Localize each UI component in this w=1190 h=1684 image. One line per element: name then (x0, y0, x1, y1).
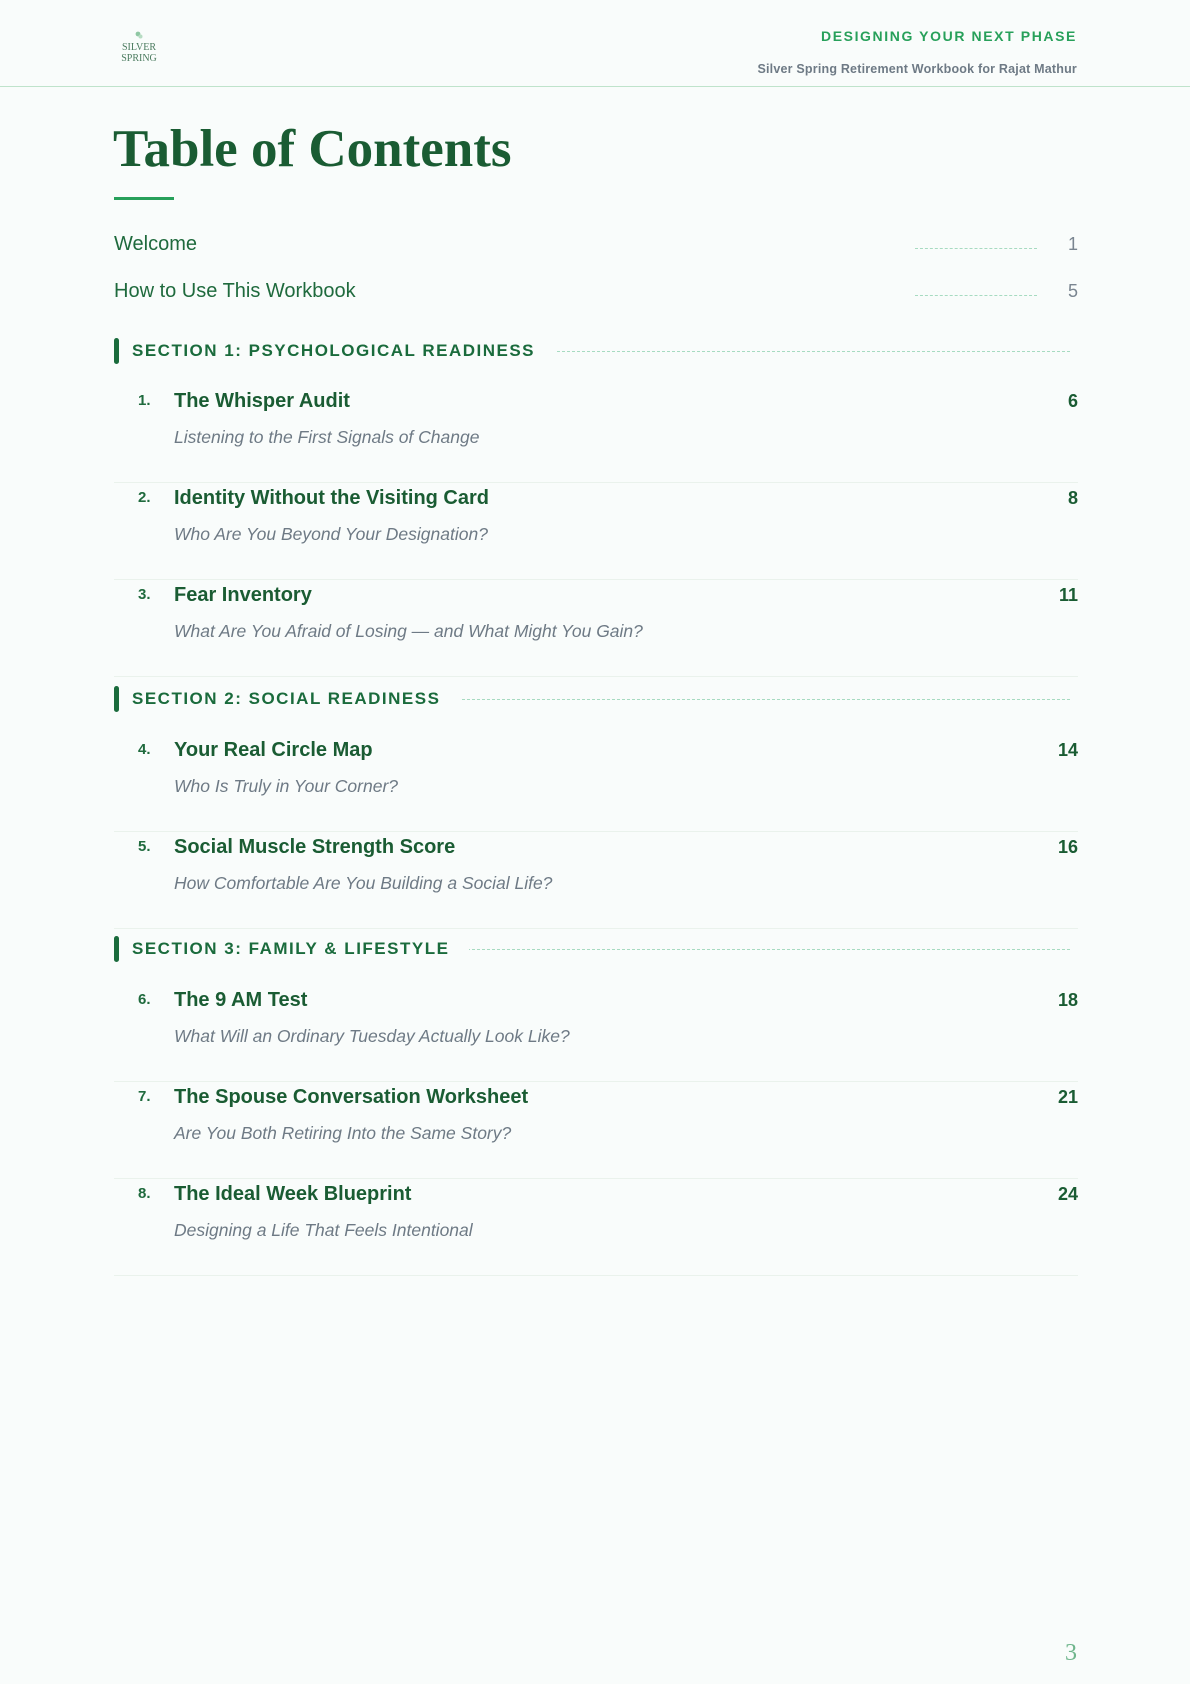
entry-title: The Ideal Week Blueprint (174, 1183, 412, 1205)
entry-number: 4. (138, 741, 151, 758)
entry-page: 6 (1067, 391, 1078, 411)
entry-title: Your Real Circle Map (174, 739, 373, 761)
entry-title: Identity Without the Visiting Card (174, 487, 489, 509)
title-underline (114, 197, 174, 200)
toc-entry-1[interactable] (114, 385, 1078, 483)
section-header-2 (114, 685, 1070, 713)
entry-page: 14 (1057, 740, 1078, 760)
entry-page: 18 (1057, 990, 1078, 1010)
entry-page: 24 (1057, 1184, 1078, 1204)
entry-subtitle: Who Are You Beyond Your Designation? (174, 524, 488, 544)
silver-spring-logo (118, 31, 160, 67)
page-title: Table of Contents (113, 120, 512, 178)
toc-entry-7[interactable] (114, 1081, 1078, 1179)
header-kicker: DESIGNING YOUR NEXT PHASE (820, 28, 1077, 44)
entry-subtitle: Who Is Truly in Your Corner? (174, 776, 399, 796)
entry-subtitle: How Comfortable Are You Building a Social Life? (174, 873, 553, 893)
toc-entry-4[interactable] (114, 734, 1078, 832)
entry-title: Fear Inventory (174, 584, 312, 606)
toc-entry-6[interactable] (114, 984, 1078, 1082)
header-subtitle: Silver Spring Retirement Workbook for Rajat Mathur (757, 62, 1077, 76)
entry-title: The 9 AM Test (174, 989, 308, 1011)
dot-leader (915, 295, 1037, 296)
entry-subtitle: What Will an Ordinary Tuesday Actually Look Like? (174, 1026, 570, 1046)
toc-entry-how-to-use[interactable] (114, 280, 1078, 310)
page-number: 3 (1065, 1640, 1077, 1666)
section-header-1 (114, 337, 1070, 365)
entry-subtitle: Are You Both Retiring Into the Same Story? (174, 1123, 512, 1143)
section-label: SECTION 3: FAMILY & LIFESTYLE (132, 939, 469, 959)
entry-page: 16 (1057, 837, 1078, 857)
section-marker (114, 338, 119, 364)
logo-line-2: SPRING (121, 53, 157, 64)
logo-line-1: SILVER (121, 42, 157, 53)
entry-title: The Spouse Conversation Worksheet (174, 1086, 529, 1108)
entry-number: 2. (138, 489, 151, 506)
entry-number: 3. (138, 586, 151, 603)
entry-page: 11 (1058, 585, 1078, 605)
entry-title: The Whisper Audit (174, 390, 350, 412)
page-header (0, 0, 1190, 87)
entry-subtitle: Listening to the First Signals of Change (174, 427, 480, 447)
dot-leader (915, 248, 1037, 249)
entry-number: 1. (138, 392, 151, 409)
entry-subtitle: What Are You Afraid of Losing — and What Might You Gain? (174, 621, 643, 641)
toc-entry-welcome[interactable] (114, 233, 1078, 263)
toc-entry-label: How to Use This Workbook (114, 280, 356, 302)
entry-title: Social Muscle Strength Score (174, 836, 456, 858)
entry-subtitle: Designing a Life That Feels Intentional (174, 1220, 473, 1240)
toc-entry-3[interactable] (114, 579, 1078, 677)
toc-page-number: 1 (1067, 234, 1078, 254)
toc-entry-2[interactable] (114, 482, 1078, 580)
toc-entry-label: Welcome (114, 233, 197, 255)
entry-number: 8. (138, 1185, 151, 1202)
section-marker (114, 686, 119, 712)
section-label: SECTION 1: PSYCHOLOGICAL READINESS (132, 341, 555, 361)
leaf-icon (135, 31, 143, 39)
section-label: SECTION 2: SOCIAL READINESS (132, 689, 460, 709)
entry-page: 21 (1057, 1087, 1078, 1107)
toc-entry-5[interactable] (114, 831, 1078, 929)
section-header-3 (114, 935, 1070, 963)
toc-page-number: 5 (1067, 281, 1078, 301)
entry-number: 5. (138, 838, 151, 855)
entry-number: 6. (138, 991, 151, 1008)
toc-entry-8[interactable] (114, 1178, 1078, 1276)
section-marker (114, 936, 119, 962)
entry-page: 8 (1067, 488, 1078, 508)
entry-number: 7. (138, 1088, 151, 1105)
